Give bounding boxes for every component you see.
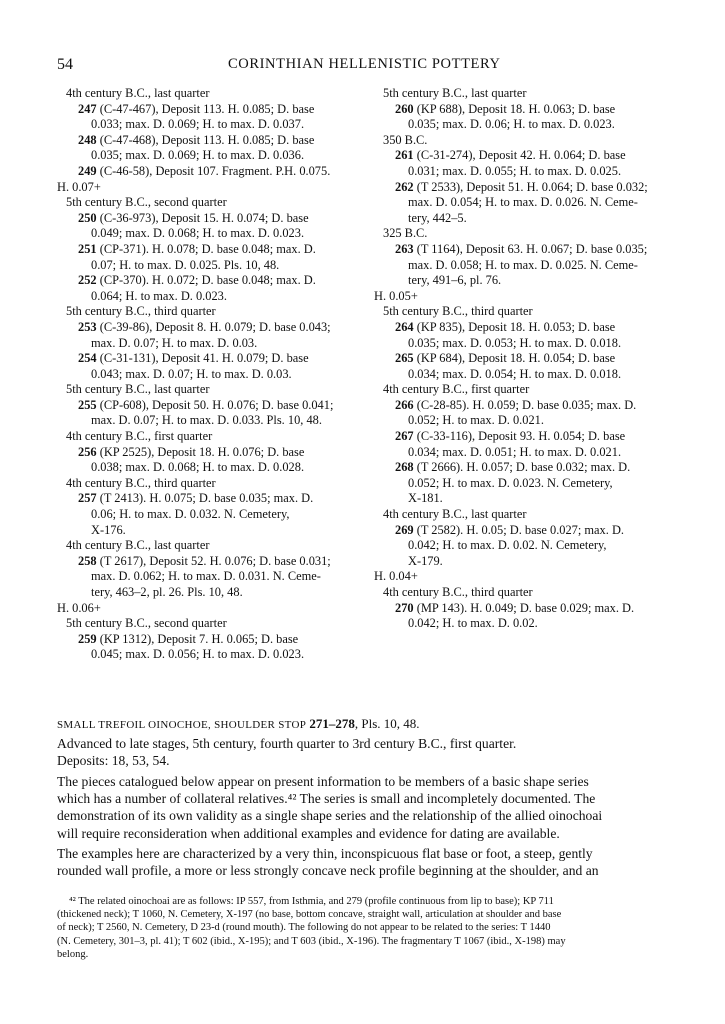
height-group-heading: H. 0.04+	[374, 569, 418, 584]
section-dating: Advanced to late stages, 5th century, fourth quarter to 3rd century B.C., first quarter.	[57, 736, 517, 751]
catalogue-entry-line	[78, 507, 357, 523]
catalogue-entry-text: (C-33-116), Deposit 93. H. 0.054; D. base	[416, 429, 626, 444]
catalogue-entry-line	[395, 476, 678, 492]
height-group-heading: H. 0.07+	[57, 179, 101, 194]
catalogue-number: 252	[78, 273, 97, 288]
catalogue-entry-text: (T 2413). H. 0.075; D. base 0.035; max. D.	[99, 491, 314, 506]
catalogue-entry-line	[78, 242, 357, 258]
catalogue-entry-line	[395, 398, 678, 414]
catalogue-entry-line	[395, 616, 678, 632]
catalogue-right-column	[374, 86, 678, 632]
catalogue-entry-line	[395, 164, 678, 180]
catalogue-entry-line	[78, 367, 357, 383]
catalogue-entry-text: X-181.	[408, 491, 443, 506]
catalogue-entry-text: (T 2617), Deposit 52. H. 0.076; D. base 0.031;	[99, 553, 331, 568]
catalogue-entry	[374, 460, 678, 507]
paragraph-line: demonstration of its own validity as a single shape series and the relationship of the allied oinochoai	[57, 808, 603, 824]
catalogue-entry-text: 0.035; max. D. 0.06; H. to max. D. 0.023.	[408, 117, 615, 132]
catalogue-entry-text: 0.049; max. D. 0.068; H. to max. D. 0.023.	[91, 226, 305, 241]
catalogue-entry-line	[78, 585, 357, 601]
catalogue-entry	[374, 102, 678, 133]
catalogue-entry	[57, 133, 357, 164]
paragraph-line: will require reconsideration when additional examples and evidence for dating are available.	[57, 825, 560, 841]
catalogue-entry-text: max. D. 0.07; H. to max. D. 0.03.	[91, 335, 258, 350]
catalogue-entry-text: (C-47-468), Deposit 113. H. 0.085; D. base	[99, 132, 315, 147]
catalogue-entry-text: 0.052; H. to max. D. 0.021.	[408, 413, 544, 428]
catalogue-entry-text: 0.038; max. D. 0.068; H. to max. D. 0.028.	[91, 460, 305, 475]
catalogue-entry-line	[78, 273, 357, 289]
catalogue-entry-text: (KP 688), Deposit 18. H. 0.063; D. base	[416, 101, 616, 116]
section-deposits: Deposits: 18, 53, 54.	[57, 753, 170, 768]
catalogue-entry	[57, 273, 357, 304]
catalogue-number: 253	[78, 319, 97, 334]
catalogue-entry-line	[395, 148, 678, 164]
period-heading: 4th century B.C., last quarter	[66, 538, 210, 553]
catalogue-entry-text: (CP-608), Deposit 50. H. 0.076; D. base 0.041;	[99, 397, 334, 412]
catalogue-entry-line	[78, 320, 357, 336]
section-heading-range: 271–278	[309, 716, 355, 731]
catalogue-entry-line	[78, 460, 357, 476]
catalogue-entry-line	[78, 117, 357, 133]
catalogue-number: 268	[395, 460, 414, 475]
catalogue-number: 251	[78, 241, 97, 256]
period-heading: 325 B.C.	[383, 226, 428, 241]
footnote-line: (thickened neck); T 1060, N. Cemetery, X-197 (no base, bottom concave, straight wall, articulation at shoulder and base	[57, 909, 562, 921]
catalogue-entry	[374, 601, 678, 632]
catalogue-entry-line	[395, 554, 678, 570]
section-heading-plates: , Pls. 10, 48.	[354, 716, 420, 731]
catalogue-entry	[57, 211, 357, 242]
catalogue-entry-line	[395, 491, 678, 507]
catalogue-entry-line	[395, 258, 678, 274]
catalogue-number: 250	[78, 210, 97, 225]
catalogue-number: 260	[395, 101, 414, 116]
catalogue-entry	[57, 351, 357, 382]
catalogue-number: 259	[78, 631, 97, 646]
catalogue-number: 256	[78, 444, 97, 459]
catalogue-entry-line	[78, 351, 357, 367]
catalogue-entry-text: (C-39-86), Deposit 8. H. 0.079; D. base 0.043;	[99, 319, 331, 334]
catalogue-entry	[57, 320, 357, 351]
catalogue-entry-line	[395, 367, 678, 383]
catalogue-entry-line	[78, 398, 357, 414]
catalogue-entry-text: 0.042; H. to max. D. 0.02. N. Cemetery,	[408, 538, 607, 553]
paragraph-line: which has a number of collateral relatives.⁴² The series is small and incompletely documented. The	[57, 791, 596, 807]
catalogue-number: 269	[395, 522, 414, 537]
catalogue-entry-line	[78, 102, 357, 118]
catalogue-entry-text: 0.035; max. D. 0.053; H. to max. D. 0.018.	[408, 335, 622, 350]
catalogue-entry-line	[78, 491, 357, 507]
catalogue-entry-line	[395, 413, 678, 429]
catalogue-entry-text: tery, 442–5.	[408, 210, 467, 225]
footnote-line: (N. Cemetery, 301–3, pl. 41); T 602 (ibid., X-195); and T 603 (ibid., X-196). The fragmentary T 1067 (ibid., X-198) may	[57, 935, 566, 947]
catalogue-entry-line	[78, 211, 357, 227]
catalogue-number: 248	[78, 132, 97, 147]
period-heading: 4th century B.C., last quarter	[66, 86, 210, 100]
period-heading: 5th century B.C., last quarter	[383, 86, 527, 100]
catalogue-entry	[374, 242, 678, 289]
catalogue-entry	[57, 398, 357, 429]
catalogue-entry-text: (KP 1312), Deposit 7. H. 0.065; D. base	[99, 631, 299, 646]
catalogue-entry-line	[395, 429, 678, 445]
catalogue-entry-line	[395, 102, 678, 118]
catalogue-entry	[57, 445, 357, 476]
catalogue-entry	[374, 523, 678, 570]
catalogue-entry-line	[395, 601, 678, 617]
catalogue-number: 254	[78, 351, 97, 366]
catalogue-entry-text: (T 2533), Deposit 51. H. 0.064; D. base 0.032;	[416, 179, 648, 194]
catalogue-entry	[57, 242, 357, 273]
catalogue-entry-text: 0.035; max. D. 0.069; H. to max. D. 0.036.	[91, 148, 305, 163]
catalogue-entry-text: 0.045; max. D. 0.056; H. to max. D. 0.023.	[91, 647, 305, 662]
section-heading-title: SMALL TREFOIL OINOCHOE, SHOULDER STOP	[57, 719, 307, 731]
catalogue-entry-line	[395, 351, 678, 367]
catalogue-entry-line	[78, 258, 357, 274]
footnote-line: belong.	[57, 948, 89, 960]
paragraph-1	[57, 773, 703, 842]
catalogue-entry	[374, 398, 678, 429]
catalogue-number: 266	[395, 397, 414, 412]
catalogue-entry-text: 0.033; max. D. 0.069; H. to max. D. 0.037.	[91, 117, 305, 132]
catalogue-entry-text: (KP 684), Deposit 18. H. 0.054; D. base	[416, 351, 616, 366]
catalogue-entry-line	[78, 554, 357, 570]
catalogue-entry-text: (KP 2525), Deposit 18. H. 0.076; D. base	[99, 444, 305, 459]
catalogue-entry-line	[395, 523, 678, 539]
catalogue-entry-text: (T 2666). H. 0.057; D. base 0.032; max. D.	[416, 460, 631, 475]
period-heading: 4th century B.C., third quarter	[383, 585, 533, 599]
catalogue-entry-text: (KP 835), Deposit 18. H. 0.053; D. base	[416, 319, 616, 334]
catalogue-entry	[374, 148, 678, 179]
paragraph-line: The pieces catalogued below appear on present information to be members of a basic shape series	[57, 774, 589, 789]
period-heading: 5th century B.C., second quarter	[66, 195, 227, 210]
catalogue-entry-line	[78, 226, 357, 242]
catalogue-entry-text: tery, 463–2, pl. 26. Pls. 10, 48.	[91, 585, 243, 599]
catalogue-entry-text: (C-47-467), Deposit 113. H. 0.085; D. base	[99, 101, 315, 116]
catalogue-number: 263	[395, 241, 414, 256]
catalogue-entry-text: 0.031; max. D. 0.055; H. to max. D. 0.025.	[408, 163, 622, 178]
catalogue-entry-text: max. D. 0.054; H. to max. D. 0.026. N. Ceme-	[408, 195, 638, 210]
footnote-line: of neck); T 2560, N. Cemetery, D 23-d (round mouth). The following do not appear to be related to the series: T 1440	[57, 922, 551, 934]
catalogue-number: 267	[395, 429, 414, 444]
period-heading: 5th century B.C., third quarter	[66, 304, 216, 319]
catalogue-entry-text: (C-28-85). H. 0.059; D. base 0.035; max. D.	[416, 397, 637, 412]
catalogue-entry-line	[78, 336, 357, 352]
page-number: 54	[57, 56, 73, 73]
catalogue-entry	[57, 491, 357, 538]
catalogue-number: 265	[395, 351, 414, 366]
catalogue-entry	[57, 164, 357, 180]
catalogue-number: 270	[395, 600, 414, 615]
catalogue-number: 264	[395, 319, 414, 334]
catalogue-entry-text: (MP 143). H. 0.049; D. base 0.029; max. D.	[416, 600, 635, 615]
period-heading: 4th century B.C., third quarter	[66, 475, 216, 490]
catalogue-entry	[57, 632, 357, 663]
catalogue-entry-text: (C-31-131), Deposit 41. H. 0.079; D. base	[99, 351, 309, 366]
catalogue-entry-line	[78, 523, 357, 539]
catalogue-entry-line	[395, 460, 678, 476]
catalogue-entry-text: 0.034; max. D. 0.054; H. to max. D. 0.018.	[408, 366, 622, 381]
catalogue-entry-text: max. D. 0.07; H. to max. D. 0.033. Pls. 10, 48.	[91, 413, 322, 428]
catalogue-entry-text: 0.07; H. to max. D. 0.025. Pls. 10, 48.	[91, 257, 280, 272]
period-heading: 5th century B.C., third quarter	[383, 304, 533, 319]
catalogue-number: 255	[78, 397, 97, 412]
catalogue-entry	[374, 180, 678, 227]
catalogue-entry-line	[395, 180, 678, 196]
period-heading: 5th century B.C., last quarter	[66, 382, 210, 397]
catalogue-entry-text: 0.042; H. to max. D. 0.02.	[408, 616, 538, 631]
period-heading: 4th century B.C., first quarter	[383, 382, 530, 397]
catalogue-entry-line	[395, 445, 678, 461]
catalogue-entry	[57, 554, 357, 601]
catalogue-entry-line	[78, 148, 357, 164]
catalogue-number: 262	[395, 179, 414, 194]
catalogue-entry-text: 0.034; max. D. 0.051; H. to max. D. 0.021.	[408, 444, 622, 459]
height-group-heading: H. 0.05+	[374, 288, 418, 303]
catalogue-entry	[374, 320, 678, 351]
catalogue-entry-line	[395, 538, 678, 554]
catalogue-entry-text: (C-31-274), Deposit 42. H. 0.064; D. base	[416, 148, 626, 163]
footnote	[57, 895, 705, 961]
catalogue-entry-text: 0.052; H. to max. D. 0.023. N. Cemetery,	[408, 475, 613, 490]
catalogue-entry-line	[395, 195, 678, 211]
catalogue-entry-line	[395, 242, 678, 258]
catalogue-entry-line	[78, 133, 357, 149]
catalogue-number: 258	[78, 553, 97, 568]
catalogue-entry-line	[395, 273, 678, 289]
catalogue-entry-line	[78, 647, 357, 663]
catalogue-entry-text: max. D. 0.062; H. to max. D. 0.031. N. Ceme-	[91, 569, 321, 584]
catalogue-entry	[57, 102, 357, 133]
catalogue-entry-text: (C-46-58), Deposit 107. Fragment. P.H. 0.075.	[99, 163, 331, 178]
catalogue-entry-text: 0.043; max. D. 0.07; H. to max. D. 0.03.	[91, 366, 292, 381]
catalogue-entry-text: tery, 491–6, pl. 76.	[408, 273, 502, 288]
catalogue-entry-text: 0.064; H. to max. D. 0.023.	[91, 288, 227, 303]
height-group-heading: H. 0.06+	[57, 600, 101, 615]
catalogue-entry-line	[78, 164, 357, 180]
catalogue-entry-line	[395, 117, 678, 133]
period-heading: 4th century B.C., first quarter	[66, 429, 213, 444]
catalogue-entry-line	[395, 336, 678, 352]
period-heading: 5th century B.C., second quarter	[66, 616, 227, 631]
catalogue-number: 257	[78, 491, 97, 506]
catalogue-entry-line	[78, 569, 357, 585]
catalogue-entry-line	[78, 413, 357, 429]
catalogue-entry	[374, 351, 678, 382]
paragraph-line: The examples here are characterized by a very thin, inconspicuous flat base or foot, a steep, gently	[57, 846, 593, 861]
catalogue-number: 249	[78, 163, 97, 178]
catalogue-entry-text: (T 2582). H. 0.05; D. base 0.027; max. D.	[416, 522, 624, 537]
footnote-line: ⁴² The related oinochoai are as follows: IP 557, from Isthmia, and 279 (profile continuous from lip to base); KP 711	[69, 896, 554, 907]
section-heading	[57, 716, 420, 732]
catalogue-entry-line	[78, 445, 357, 461]
catalogue-number: 261	[395, 148, 414, 163]
period-heading: 350 B.C.	[383, 132, 428, 147]
period-heading: 4th century B.C., last quarter	[383, 507, 527, 522]
catalogue-entry-line	[78, 289, 357, 305]
catalogue-entry-text: (C-36-973), Deposit 15. H. 0.074; D. base	[99, 210, 309, 225]
catalogue-entry-text: X-176.	[91, 522, 126, 537]
running-title: CORINTHIAN HELLENISTIC POTTERY	[228, 56, 501, 72]
catalogue-entry-text: (T 1164), Deposit 63. H. 0.067; D. base 0.035;	[416, 241, 648, 256]
catalogue-entry-line	[78, 632, 357, 648]
catalogue-entry-line	[395, 320, 678, 336]
catalogue-entry-text: max. D. 0.058; H. to max. D. 0.025. N. Ceme-	[408, 257, 638, 272]
catalogue-number: 247	[78, 101, 97, 116]
paragraph-line: rounded wall profile, a more or less strongly concave neck profile beginning at the shoulder, and an	[57, 863, 599, 879]
catalogue-entry-text: X-179.	[408, 553, 443, 568]
catalogue-entry-text: (CP-370). H. 0.072; D. base 0.048; max. D.	[99, 273, 316, 288]
paragraph-2	[57, 845, 703, 879]
catalogue-left-column	[57, 86, 357, 663]
catalogue-entry-text: (CP-371). H. 0.078; D. base 0.048; max. D.	[99, 241, 316, 256]
catalogue-entry-line	[395, 211, 678, 227]
catalogue-entry	[374, 429, 678, 460]
catalogue-entry-text: 0.06; H. to max. D. 0.032. N. Cemetery,	[91, 507, 290, 522]
